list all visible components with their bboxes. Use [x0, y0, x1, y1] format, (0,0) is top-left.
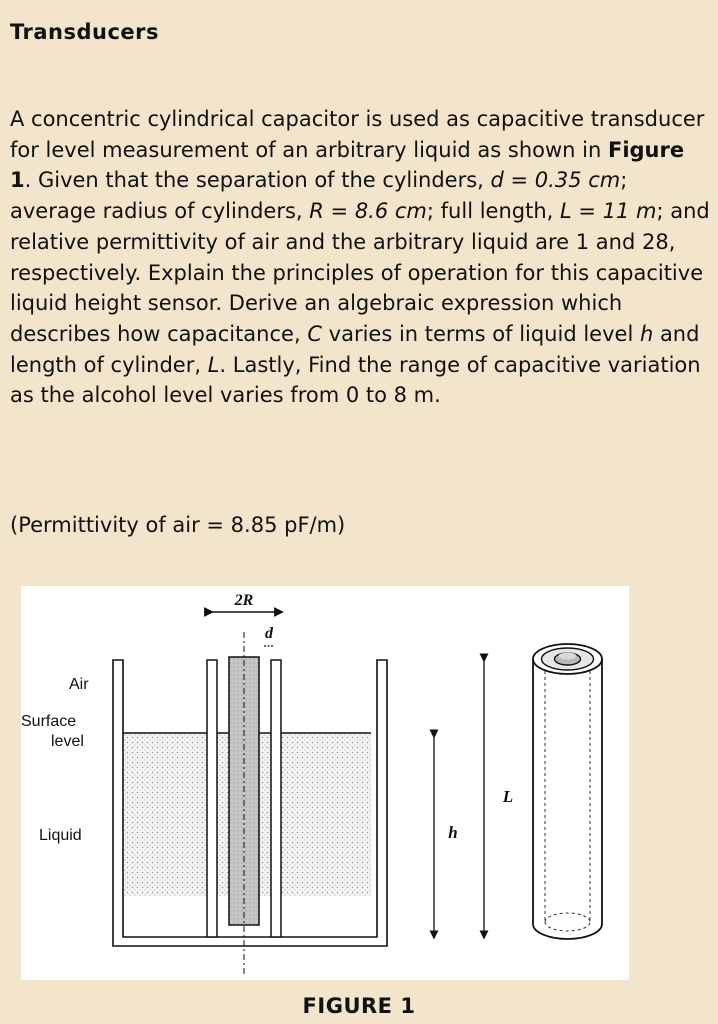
capacitor-diagram: [21, 586, 629, 980]
problem-statement: [10, 104, 710, 411]
figure-caption: FIGURE 1: [302, 994, 416, 1018]
label-surface: Surface: [21, 713, 77, 730]
outer-cylinder-left: [207, 660, 217, 937]
label-d: d: [265, 625, 273, 642]
level-var: h: [639, 321, 654, 346]
figure-reference: Figure 1: [10, 137, 685, 193]
problem-text-1: A concentric cylindrical capacitor is used as capacitive transducer for level measurement of an arbitrary liquid as shown in: [10, 107, 705, 162]
separation-value: d = 0.35 cm: [490, 168, 621, 193]
radius-value: R = 8.6 cm: [309, 199, 427, 224]
page-title: Transducers: [10, 20, 160, 44]
problem-text-6: varies in terms of liquid level: [321, 321, 640, 346]
label-level: level: [51, 733, 84, 750]
problem-text-3: ; average radius of cylinders,: [10, 168, 628, 224]
length-value: L = 11 m: [560, 199, 657, 224]
capacitance-var: C: [307, 321, 322, 346]
label-l: L: [502, 787, 514, 806]
figure-1: [21, 586, 629, 980]
label-air: Air: [69, 676, 89, 693]
outer-cylinder-right: [271, 660, 281, 937]
cylinder-3d-view: [533, 644, 602, 939]
permittivity-note: (Permittivity of air = 8.85 pF/m): [10, 513, 346, 537]
problem-text-7: and length of cylinder,: [10, 321, 700, 377]
label-2r: 2R: [234, 592, 254, 609]
label-liquid: Liquid: [39, 827, 82, 844]
length-var: L: [207, 352, 220, 377]
problem-text-4: ; full length,: [426, 199, 560, 224]
problem-text-8: . Lastly, Find the range of capacitive variation as the alcohol level varies from 0 to 8 m.: [10, 352, 701, 408]
problem-text-5: ; and relative permittivity of air and the arbitrary liquid are 1 and 28, respectively. Explain the principles of operation for this capacitive liquid height sensor. Derive an algebraic expression which describes how capacitance,: [10, 199, 710, 346]
problem-text-2: . Given that the separation of the cylinders,: [24, 168, 491, 193]
label-h: h: [448, 823, 458, 842]
